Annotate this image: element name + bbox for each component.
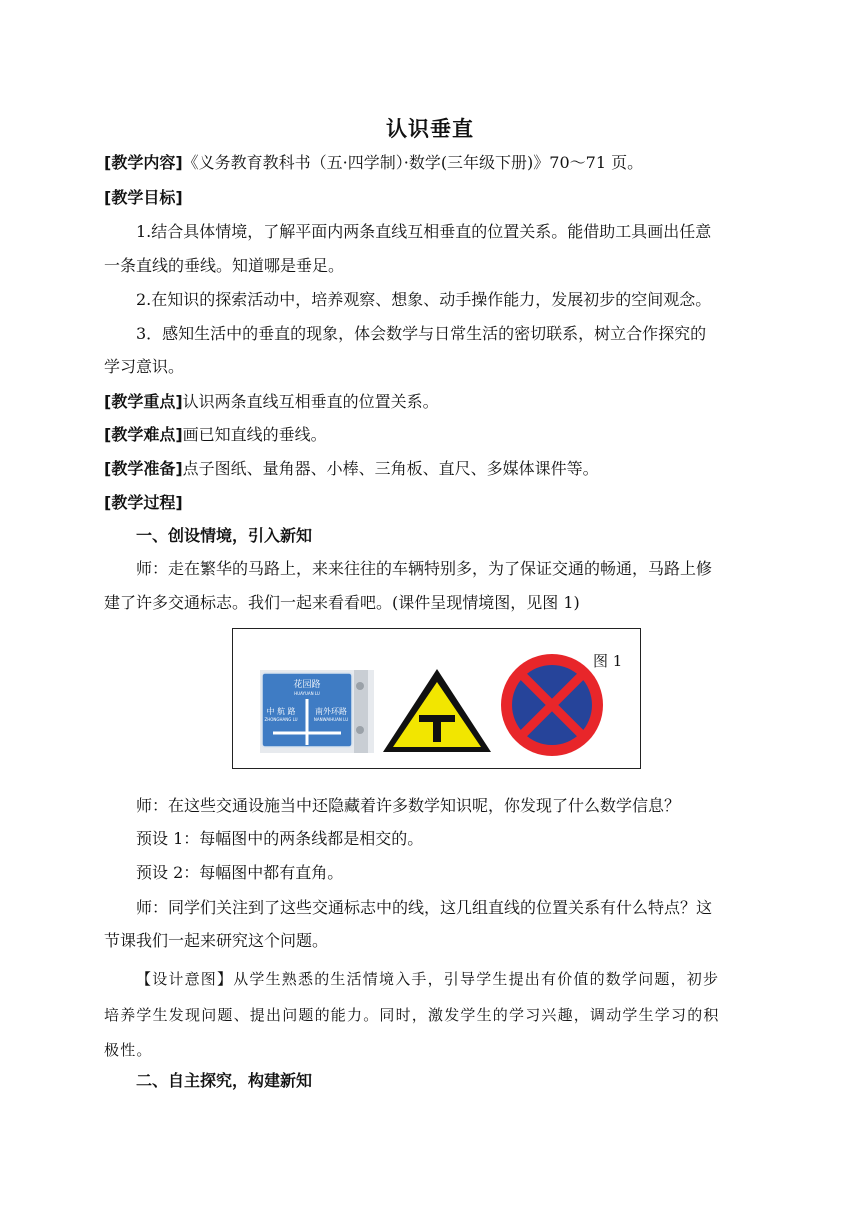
preparation-row xyxy=(104,459,764,479)
teaching-content-label: [教学内容] xyxy=(104,153,183,172)
traffic-signs-figure xyxy=(233,629,639,767)
teaching-content-row xyxy=(104,153,764,173)
goal-3-line-1: 3．感知生活中的垂直的现象，体会数学与日常生活的密切联系，树立合作探究的 xyxy=(136,324,707,343)
design-intent-line-3: 极性。 xyxy=(104,1041,153,1059)
paragraph-3-line-1: 师：同学们关注到了这些交通标志中的线，这几组直线的位置关系有什么特点？这 xyxy=(136,898,713,917)
t-bar-vertical xyxy=(433,715,441,742)
sign-left-road: 中 航 路 xyxy=(266,707,296,716)
road-direction-sign xyxy=(260,670,374,753)
section-1-heading: 一、创设情境，引入新知 xyxy=(136,526,313,545)
key-point-row xyxy=(104,392,764,412)
difficulty-text: 画已知直线的垂线。 xyxy=(182,425,327,444)
sign-bracket xyxy=(356,726,364,734)
key-point-text: 认识两条直线互相垂直的位置关系。 xyxy=(182,392,439,411)
paragraph-1-line-2: 建了许多交通标志。我们一起来看看吧。(课件呈现情境图，见图 1) xyxy=(104,593,580,612)
paragraph-2: 师：在这些交通设施当中还隐藏着许多数学知识呢，你发现了什么数学信息？ xyxy=(136,796,681,815)
paragraph-1-line-1: 师：走在繁华的马路上，来来往往的车辆特别多，为了保证交通的畅通，马路上修 xyxy=(136,559,713,578)
preset-2: 预设 2：每幅图中都有直角。 xyxy=(136,863,344,882)
sign-top-road-pinyin: HUAYUAN LU xyxy=(294,691,320,696)
section-2-heading: 二、自主探究，构建新知 xyxy=(136,1071,313,1090)
t-junction-warning-sign xyxy=(383,669,491,752)
teaching-content-text: 《义务教育教科书（五·四学制）·数学(三年级下册)》70～71 页。 xyxy=(182,153,644,172)
teaching-goals-heading: [教学目标] xyxy=(104,188,183,207)
key-point-label: [教学重点] xyxy=(104,392,183,411)
sign-right-road: 南外环路 xyxy=(315,707,347,716)
preparation-label: [教学准备] xyxy=(104,459,183,478)
preparation-text: 点子图纸、量角器、小棒、三角板、直尺、多媒体课件等。 xyxy=(182,459,599,478)
sign-bracket xyxy=(356,682,364,690)
figure-1-label: 图 1 xyxy=(593,652,623,670)
page-title: 认识垂直 xyxy=(386,117,474,141)
teaching-process-heading: [教学过程] xyxy=(104,493,183,512)
goal-3-line-2: 学习意识。 xyxy=(104,357,185,376)
no-parking-sign xyxy=(501,654,603,756)
sign-left-road-pinyin: ZHONGHANG LU xyxy=(264,717,298,722)
sign-top-road: 花园路 xyxy=(293,680,321,690)
difficulty-label: [教学难点] xyxy=(104,425,183,444)
difficulty-row xyxy=(104,425,764,445)
paragraph-3-line-2: 节课我们一起来研究这个问题。 xyxy=(104,931,329,950)
design-intent-line-1: 【设计意图】从学生熟悉的生活情境入手，引导学生提出有价值的数学问题，初步 xyxy=(136,970,720,988)
goal-2: 2.在知识的探索活动中，培养观察、想象、动手操作能力，发展初步的空间观念。 xyxy=(136,290,712,309)
figure-1-frame xyxy=(232,628,641,769)
goal-1-line-2: 一条直线的垂线。知道哪是垂足。 xyxy=(104,256,345,275)
preset-1: 预设 1：每幅图中的两条线都是相交的。 xyxy=(136,829,424,848)
goal-1-line-1: 1.结合具体情境，了解平面内两条直线互相垂直的位置关系。能借助工具画出任意 xyxy=(136,222,712,241)
design-intent-line-2: 培养学生发现问题、提出问题的能力。同时，激发学生的学习兴趣，调动学生学习的积 xyxy=(104,1006,720,1024)
sign-right-road-pinyin: NANWAIHUAN LU xyxy=(313,717,349,722)
